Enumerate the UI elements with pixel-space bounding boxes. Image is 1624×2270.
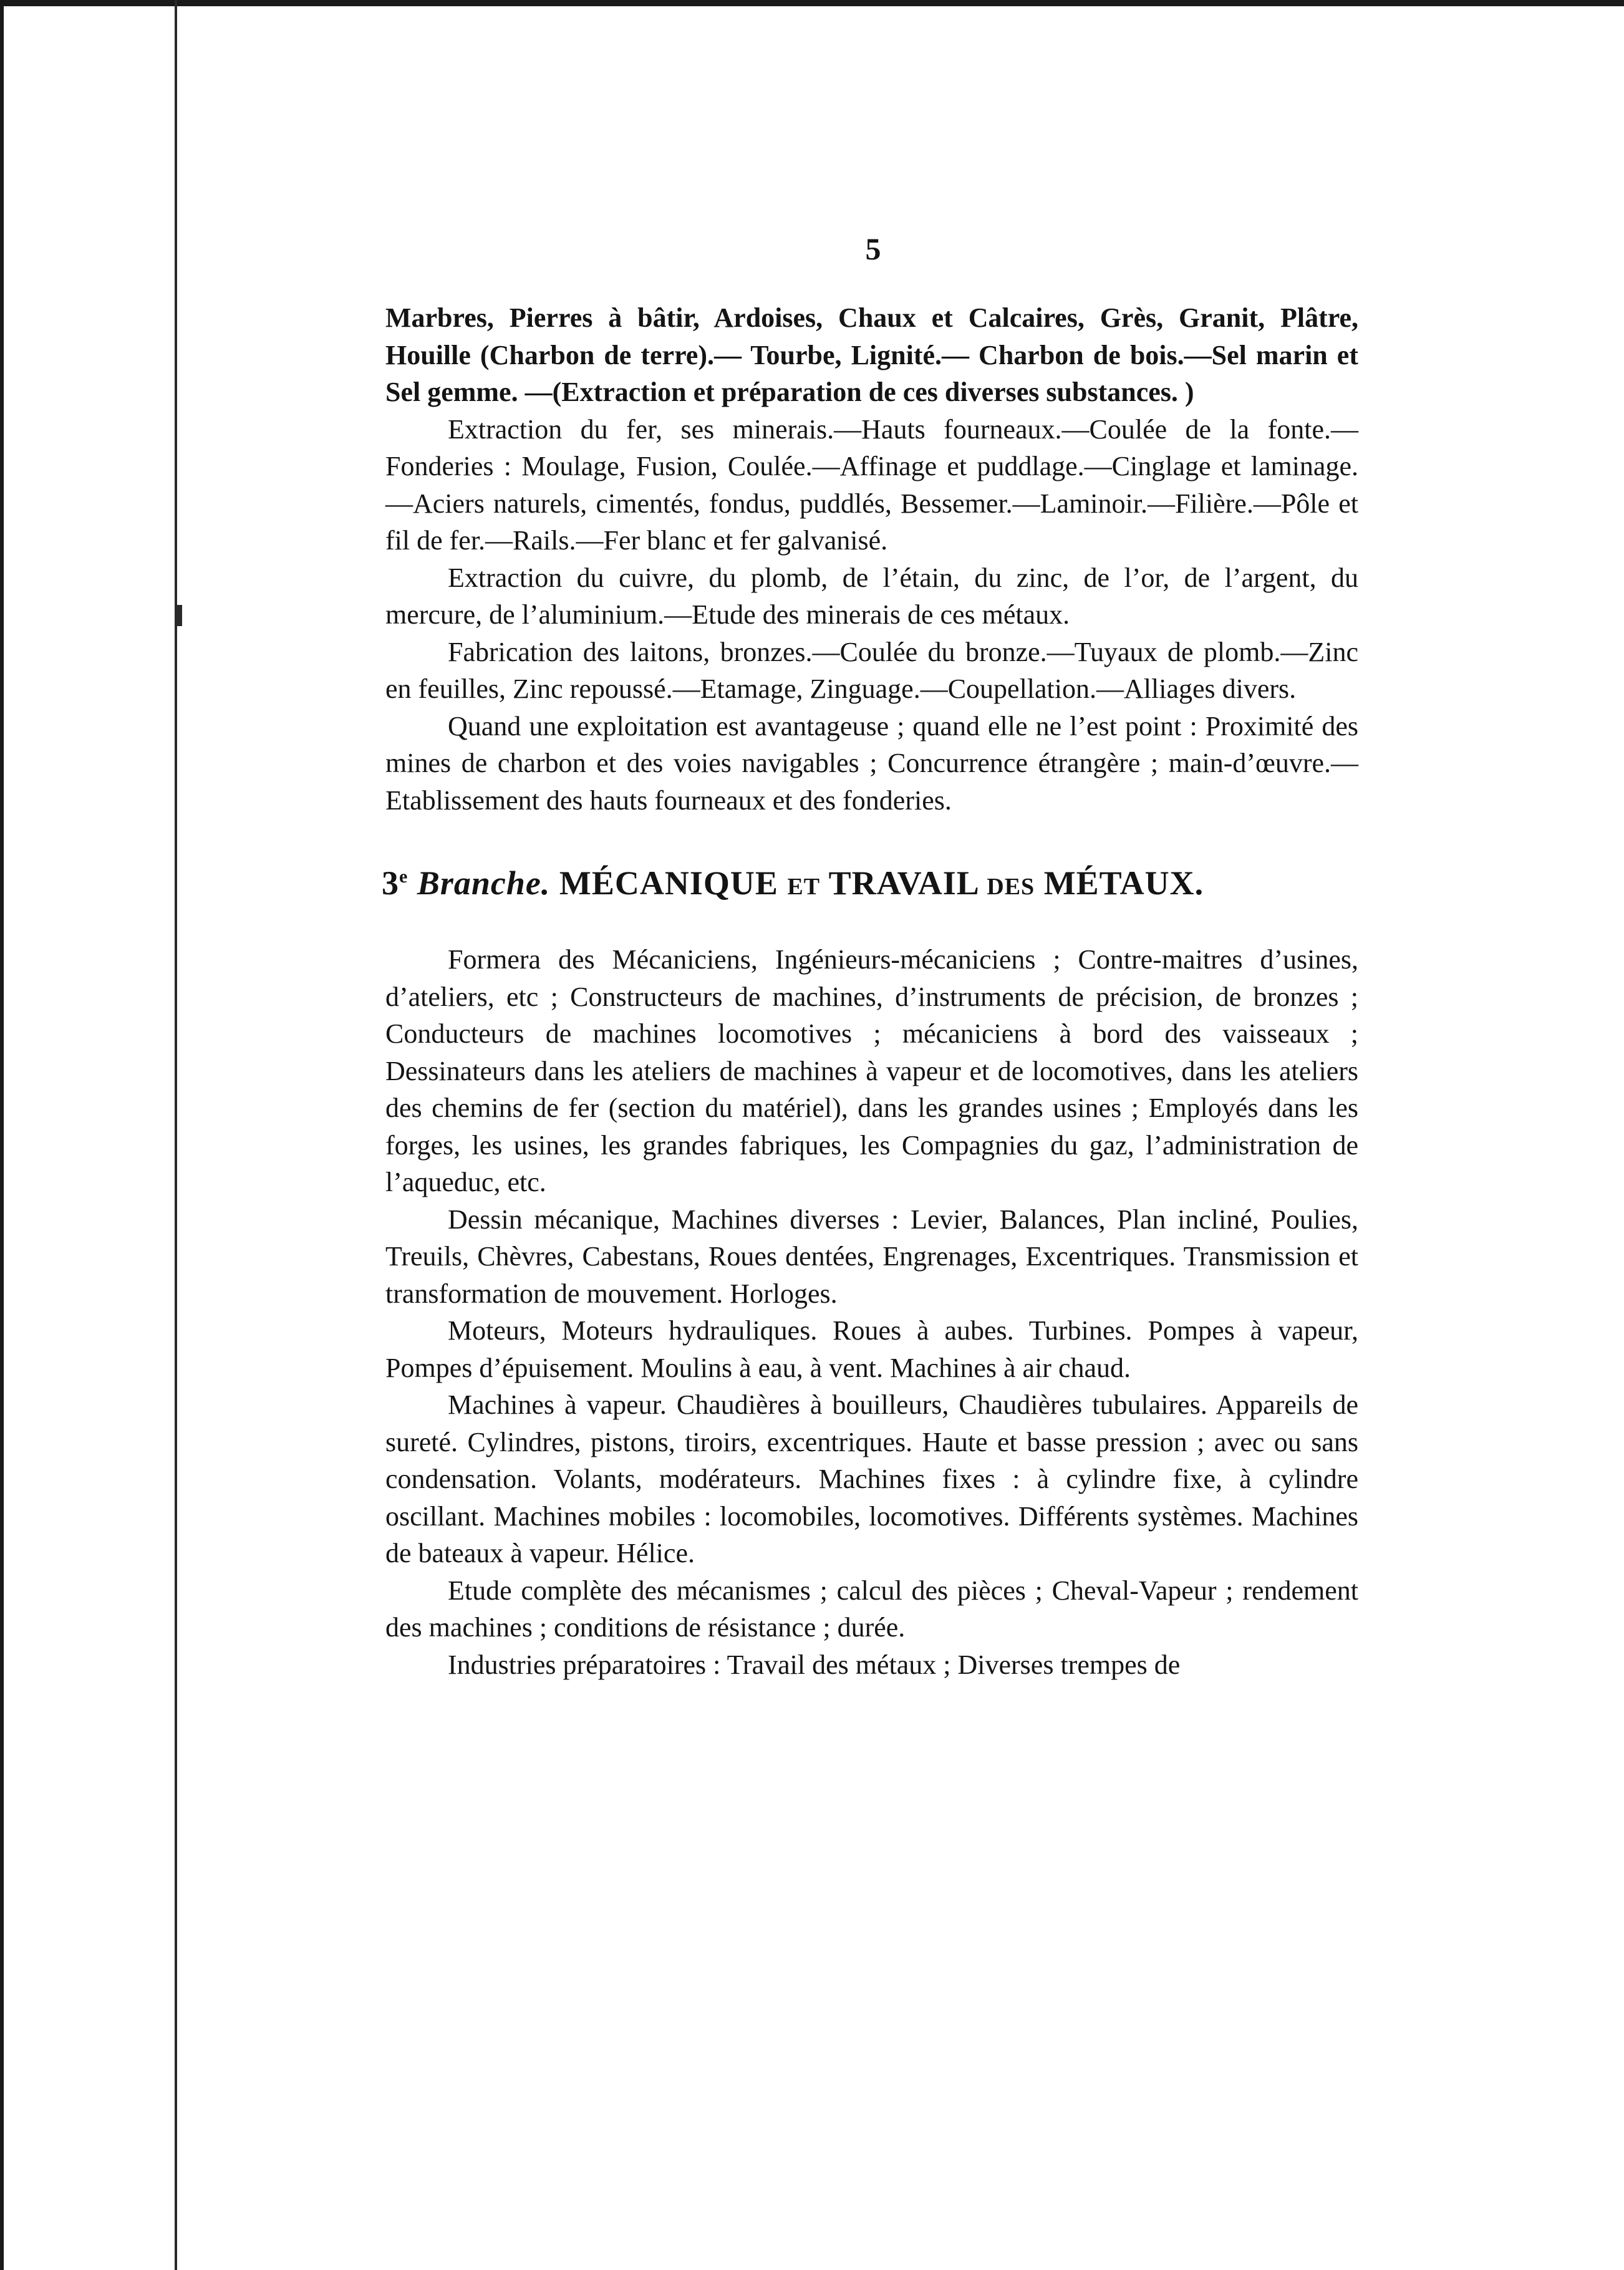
paragraph-metals-extraction: Extraction du cuivre, du plomb, de l’étain, du zinc, de l’or, de l’argent, du mercure, de l’aluminium.—Etude des minerais de ces métaux. (385, 562, 1358, 630)
paragraph-iron: Extraction du fer, ses minerais.—Hauts fourneaux.—Coulée de la fonte.—Fonderies : Moulage, Fusion, Coulée.—Affinage et puddlage.—Cinglage et laminage.—Aciers naturels, cimentés, fondus, puddlés, Bessemer.—Laminoir.—Filière.—Pôle et fil de fer.—Rails.—Fer blanc et fer galvanisé. (385, 413, 1358, 556)
binding-line (175, 0, 177, 2270)
heading-mecanique: MÉCANIQUE (559, 864, 778, 902)
paragraph-mechanical-drawing: Dessin mécanique, Machines diverses : Levier, Balances, Plan incliné, Poulies, Treuils, Chèvres, Cabestans, Roues dentées, Engrenages, Excentriques. Transmission et transformation de mouvement. Horloges. (385, 1204, 1358, 1309)
paragraph-steam-machines: Machines à vapeur. Chaudières à bouilleurs, Chaudières tubulaires. Appareils de sureté. Cylindres, pistons, tiroirs, excentriques. Haute et basse pression ; avec ou sans condensation. Volants, modérateurs. Machines fixes : à cylindre fixe, à cylindre oscillant. Machines mobiles : locomobiles, locomotives. Différents systèmes. Machines de bateaux à vapeur. Hélice. (385, 1389, 1358, 1568)
paragraph-alloys: Fabrication des laitons, bronzes.—Coulée du bronze.—Tuyaux de plomb.—Zinc en feuilles, Zinc repoussé.—Etamage, Zinguage.—Coupellation.—Alliages divers. (385, 636, 1358, 704)
paragraph-careers: Formera des Mécaniciens, Ingénieurs-mécaniciens ; Contre-maitres d’usines, d’ateliers, etc ; Constructeurs de machines, d’instruments de précision, de bronzes ; Conducteurs de machines locomotives ; mécaniciens à bord des vaisseaux ; Dessinateurs dans les ateliers de machines à vapeur et de locomotives, dans les ateliers des chemins de fer (section du matériel), dans les grandes usines ; Employés dans les forges, les usines, les grandes fabriques, les Compagnies du gaz, l’administration de l’aqueduc, etc. (385, 944, 1358, 1197)
heading-metaux: MÉTAUX. (1043, 864, 1204, 902)
page-body (382, 299, 1358, 1683)
heading-branche: Branche. (417, 864, 551, 902)
heading-conj-et: ET (787, 874, 821, 900)
paragraph-preparatory-industries: Industries préparatoires : Travail des métaux ; Diverses trempes de (448, 1649, 1181, 1680)
heading-number: 3 (382, 864, 399, 902)
heading-ordinal: e (399, 866, 408, 887)
heading-travail: TRAVAIL (828, 864, 978, 902)
scan-border-left (0, 0, 4, 2270)
paragraph-motors: Moteurs, Moteurs hydrauliques. Roues à aubes. Turbines. Pompes à vapeur, Pompes d’épuisement. Moulins à eau, à vent. Machines à air chaud. (385, 1315, 1358, 1383)
paragraph-exploitation: Quand une exploitation est avantageuse ; quand elle ne l’est point : Proximité des mines de charbon et des voies navigables ; Concurrence étrangère ; main-d’œuvre.—Etablissement des hauts fourneaux et des fonderies. (385, 710, 1358, 816)
paragraph-materials: Marbres, Pierres à bâtir, Ardoises, Chaux et Calcaires, Grès, Granit, Plâtre, Houille (Charbon de terre).— Tourbe, Lignité.— Charbon de bois.—Sel marin et Sel gemme. —(Extraction et préparation de ces diverses substances. ) (385, 302, 1358, 407)
page-number: 5 (865, 231, 881, 266)
paragraph-mechanisms-study: Etude complète des mécanismes ; calcul des pièces ; Cheval-Vapeur ; rendement des machines ; conditions de résistance ; durée. (385, 1575, 1358, 1643)
binding-mark (175, 605, 182, 626)
heading-conj-des: DES (987, 874, 1035, 900)
section-heading (382, 855, 1358, 909)
scan-border-top (0, 0, 1624, 6)
